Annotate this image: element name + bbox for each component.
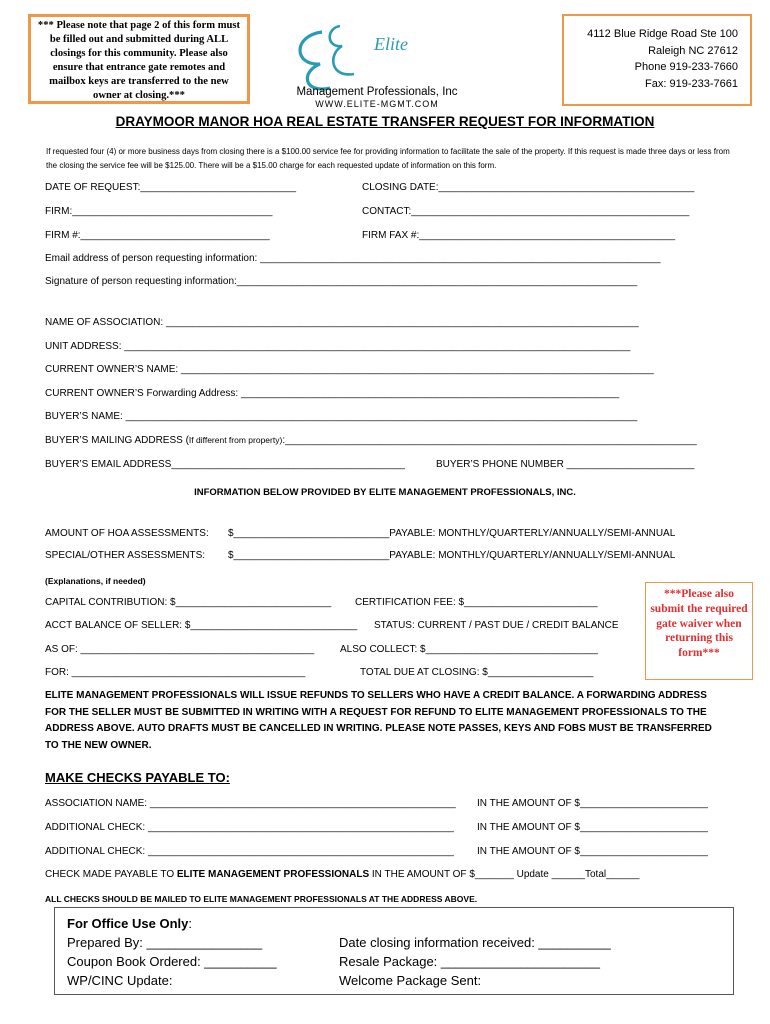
logo-company: Management Professionals, Inc — [296, 86, 458, 98]
buyer-name-field[interactable]: BUYER’S NAME: ____________________________________________________________________________________________ — [45, 411, 638, 422]
payable-company: ELITE MANAGEMENT PROFESSIONALS — [176, 869, 370, 880]
forwarding-address-field[interactable]: CURRENT OWNER’S Forwarding Address: ____________________________________________________________________ — [45, 388, 620, 399]
status-options[interactable]: STATUS: CURRENT / PAST DUE / CREDIT BALANCE — [374, 620, 619, 631]
gate-waiver-note: ***Please also submit the required gate waiver when returning this form*** — [645, 582, 753, 680]
office-use-box — [54, 907, 734, 995]
additional-check-1-field[interactable]: ADDITIONAL CHECK: _______________________________________________________ — [45, 822, 454, 833]
wp-cinc-field[interactable]: WP/CINC Update: — [67, 973, 173, 988]
office-use-colon: : — [188, 916, 192, 931]
company-address-box — [562, 14, 752, 106]
check-amount-1-field[interactable]: IN THE AMOUNT OF $_______________________ — [477, 798, 708, 809]
total-due-field[interactable]: TOTAL DUE AT CLOSING: $___________________ — [360, 667, 594, 678]
office-use-title: For Office Use Only — [67, 916, 189, 931]
mail-checks-note: ALL CHECKS SHOULD BE MAILED TO ELITE MANAGEMENT PROFESSIONALS AT THE ADDRESS ABOVE. — [45, 894, 478, 904]
also-collect-field[interactable]: ALSO COLLECT: $_______________________________ — [340, 644, 598, 655]
form-title: DRAYMOOR MANOR HOA REAL ESTATE TRANSFER REQUEST FOR INFORMATION — [115, 114, 655, 129]
additional-check-2-field[interactable]: ADDITIONAL CHECK: _______________________________________________________ — [45, 846, 454, 857]
hoa-assessments-field[interactable]: $____________________________PAYABLE: MONTHLY/QUARTERLY/ANNUALLY/SEMI-ANNUAL — [228, 528, 676, 539]
association-name-field[interactable]: NAME OF ASSOCIATION: _____________________________________________________________________________________ — [45, 317, 639, 328]
prepared-by-field[interactable]: Prepared By: ________________ — [67, 935, 263, 950]
unit-address-field[interactable]: UNIT ADDRESS: ___________________________________________________________________________________________ — [45, 341, 631, 352]
address-city: Raleigh NC 27612 — [648, 44, 738, 57]
date-closing-received-field[interactable]: Date closing information received: __________ — [339, 935, 611, 950]
certification-fee-field[interactable]: CERTIFICATION FEE: $________________________ — [355, 597, 598, 608]
contact-field[interactable]: CONTACT:__________________________________________________ — [362, 206, 690, 217]
elite-section-heading: INFORMATION BELOW PROVIDED BY ELITE MANAGEMENT PROFESSIONALS, INC. — [194, 487, 576, 498]
closing-date-field[interactable]: CLOSING DATE:______________________________________________ — [362, 182, 695, 193]
check-amount-2-field[interactable]: IN THE AMOUNT OF $_______________________ — [477, 822, 708, 833]
refund-policy-text: ELITE MANAGEMENT PROFESSIONALS WILL ISSUE REFUNDS TO SELLERS WHO HAVE A CREDIT BALANCE. A FORWARDING ADDRESS FOR THE SELLER MUST BE SUBMITTED IN WRITING WITH A REQUEST FOR REFUND TO ELITE MANAGEMENT PROFESSIONALS TO THE ADDRESS ABOVE. AUTO DRAFTS MUST BE CANCELLED IN WRITING. PLEASE NOTE PASSES, KEYS AND FOBS MUST BE TRANSFERRED TO THE NEW OWNER. — [45, 690, 712, 751]
firm-field[interactable]: FIRM:____________________________________ — [45, 206, 273, 217]
buyer-mailing-label: BUYER’S MAILING ADDRESS ( — [45, 435, 189, 446]
office-use-heading — [67, 914, 277, 933]
address-fax: Fax: 919-233-7661 — [645, 77, 738, 90]
resale-package-field[interactable]: Resale Package: ______________________ — [339, 954, 600, 969]
buyer-mailing-note: If different from property) — [188, 435, 283, 445]
special-assessments-label: SPECIAL/OTHER ASSESSMENTS: — [45, 550, 206, 561]
firm-fax-field[interactable]: FIRM FAX #:______________________________________________ — [362, 230, 676, 241]
service-fee-intro: If requested four (4) or more business days from closing there is a $100.00 service fee for providing information to facilitate the sale of the property. If this request is made three days or less from the closing the service fee will be $125.00. There will be a $15.00 charge for each requested update of information on this form. — [46, 147, 730, 170]
special-assessments-field[interactable]: $____________________________PAYABLE: MONTHLY/QUARTERLY/ANNUALLY/SEMI-ANNUAL — [228, 550, 676, 561]
for-field[interactable]: FOR: __________________________________________ — [45, 667, 306, 678]
check-payable-line[interactable] — [45, 869, 639, 880]
date-of-request-field[interactable]: DATE OF REQUEST:____________________________ — [45, 182, 297, 193]
check-association-name-field[interactable]: ASSOCIATION NAME: _______________________________________________________ — [45, 798, 456, 809]
welcome-package-field[interactable]: Welcome Package Sent: — [339, 973, 482, 988]
logo-letters: Elite — [374, 34, 408, 54]
firm-number-field[interactable]: FIRM #:__________________________________ — [45, 230, 270, 241]
buyer-mailing-address-field[interactable] — [45, 435, 697, 446]
checks-payable-heading: MAKE CHECKS PAYABLE TO: — [45, 770, 230, 785]
hoa-assessments-label: AMOUNT OF HOA ASSESSMENTS: — [45, 528, 209, 539]
as-of-field[interactable]: AS OF: __________________________________________ — [45, 644, 315, 655]
address-line: 4112 Blue Ridge Road Ste 100 — [587, 28, 738, 40]
payable-prefix: CHECK MADE PAYABLE TO — [45, 869, 177, 880]
current-owner-field[interactable]: CURRENT OWNER’S NAME: _____________________________________________________________________________________ — [45, 364, 654, 375]
buyer-phone-field[interactable]: BUYER’S PHONE NUMBER _______________________ — [436, 459, 695, 470]
buyer-email-field[interactable]: BUYER’S EMAIL ADDRESS__________________________________________ — [45, 459, 405, 470]
elite-logo — [282, 14, 472, 110]
requester-signature-field[interactable]: Signature of person requesting information:________________________________________________________________________ — [45, 276, 638, 287]
payable-suffix: IN THE AMOUNT OF $_______ Update ______Total______ — [369, 869, 640, 880]
address-phone: Phone 919-233-7660 — [634, 61, 738, 73]
page2-notice: *** Please note that page 2 of this form must be filled out and submitted during ALL closings for this community. Please also ensure that entrance gate remotes and mailbox keys are transferred to the new owner at closing.*** — [28, 14, 250, 104]
capital-contribution-field[interactable]: CAPITAL CONTRIBUTION: $____________________________ — [45, 597, 332, 608]
check-amount-3-field[interactable]: IN THE AMOUNT OF $_______________________ — [477, 846, 708, 857]
requester-email-field[interactable]: Email address of person requesting information: ________________________________________________________________________ — [45, 253, 661, 264]
logo-url: WWW.ELITE-MGMT.COM — [315, 99, 439, 109]
coupon-book-field[interactable]: Coupon Book Ordered: __________ — [67, 954, 277, 969]
acct-balance-field[interactable]: ACCT BALANCE OF SELLER: $______________________________ — [45, 620, 358, 631]
buyer-mailing-line: :__________________________________________________________________________ — [282, 435, 697, 446]
explanations-label: (Explanations, if needed) — [45, 576, 146, 586]
